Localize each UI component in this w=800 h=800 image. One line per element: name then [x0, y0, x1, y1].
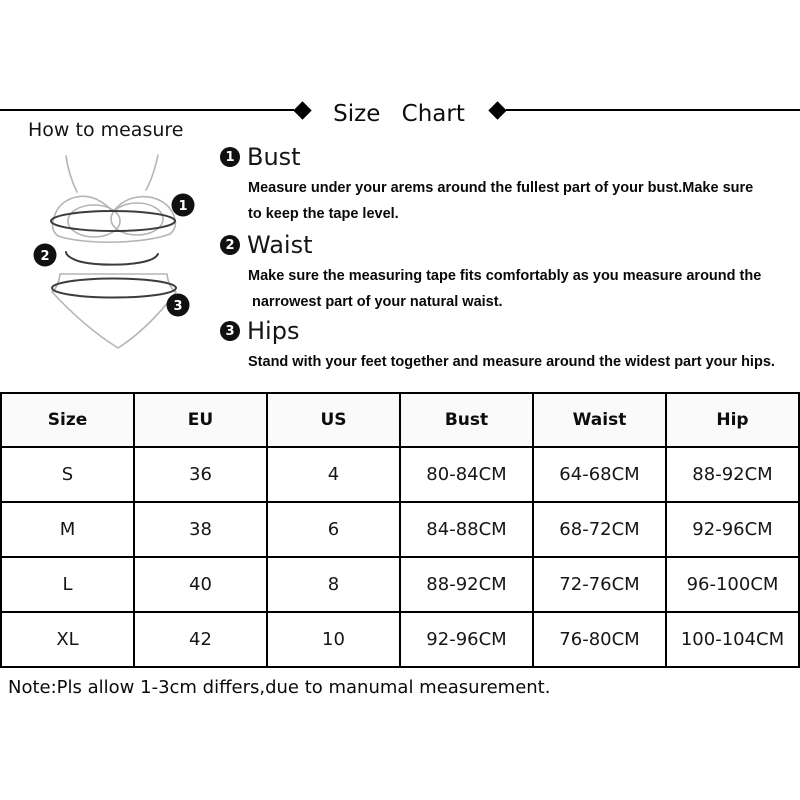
column-header-hip: Hip: [666, 393, 799, 447]
marker-3-number: 3: [173, 299, 183, 314]
cell-hip: 92-96CM: [666, 502, 799, 557]
measurement-note: Note:Pls allow 1-3cm differs,due to manumal measurement.: [8, 677, 551, 698]
cell-bust: 88-92CM: [400, 557, 533, 612]
hips-description-line-1: Stand with your feet together and measure around the widest part your hips.: [248, 354, 775, 370]
cell-bust: 80-84CM: [400, 447, 533, 502]
cell-us: 10: [267, 612, 400, 667]
table-row-m: [1, 502, 799, 557]
cell-eu: 40: [134, 557, 267, 612]
waist-tape-line: [66, 252, 158, 265]
column-header-bust: Bust: [400, 393, 533, 447]
cell-size: XL: [1, 612, 134, 667]
table-row-l: [1, 557, 799, 612]
cell-waist: 76-80CM: [533, 612, 666, 667]
cell-eu: 38: [134, 502, 267, 557]
bust-number-badge: 1: [220, 147, 240, 167]
bust-label: Bust: [247, 143, 301, 171]
cell-eu: 36: [134, 447, 267, 502]
waist-description-line-2: narrowest part of your natural waist.: [252, 294, 503, 310]
section-bust-heading: [220, 143, 796, 171]
size-table: [0, 392, 800, 668]
diamond-icon-left: [293, 101, 311, 119]
cell-waist: 68-72CM: [533, 502, 666, 557]
cell-eu: 42: [134, 612, 267, 667]
column-header-waist: Waist: [533, 393, 666, 447]
section-hips-heading: [220, 317, 796, 345]
header-rule-right: [506, 109, 800, 111]
bust-description: [248, 175, 796, 227]
cell-hip: 100-104CM: [666, 612, 799, 667]
cell-size: S: [1, 447, 134, 502]
cell-waist: 64-68CM: [533, 447, 666, 502]
marker-1-number: 1: [178, 199, 188, 214]
column-header-eu: EU: [134, 393, 267, 447]
cell-hip: 96-100CM: [666, 557, 799, 612]
cell-waist: 72-76CM: [533, 557, 666, 612]
column-header-size: Size: [1, 393, 134, 447]
cell-size: M: [1, 502, 134, 557]
hips-description: [248, 349, 796, 375]
bust-description-line-2: to keep the tape level.: [248, 206, 399, 222]
marker-2-number: 2: [40, 249, 50, 264]
cell-bust: 92-96CM: [400, 612, 533, 667]
cell-hip: 88-92CM: [666, 447, 799, 502]
waist-description: [248, 263, 796, 315]
column-header-us: US: [267, 393, 400, 447]
cell-us: 8: [267, 557, 400, 612]
section-bust: [220, 143, 796, 227]
waist-number-badge: 2: [220, 235, 240, 255]
cell-us: 6: [267, 502, 400, 557]
cell-size: L: [1, 557, 134, 612]
bikini-measurement-diagram: [30, 142, 230, 360]
bikini-bottom-outline: [52, 274, 176, 348]
cell-bust: 84-88CM: [400, 502, 533, 557]
how-to-measure-title: How to measure: [28, 119, 184, 141]
section-waist: [220, 231, 796, 315]
waist-label: Waist: [247, 231, 313, 259]
size-table-header-row: [1, 393, 799, 447]
hips-label: Hips: [247, 317, 300, 345]
table-row-xl: [1, 612, 799, 667]
bust-description-line-1: Measure under your arems around the fullest part of your bust.Make sure: [248, 180, 754, 196]
page-title: Size Chart: [333, 100, 465, 127]
header-rule-left: [0, 109, 294, 111]
waist-description-line-1: Make sure the measuring tape fits comfortably as you measure around the: [248, 268, 762, 284]
cell-us: 4: [267, 447, 400, 502]
hips-number-badge: 3: [220, 321, 240, 341]
section-hips: [220, 317, 796, 375]
section-waist-heading: [220, 231, 796, 259]
table-row-s: [1, 447, 799, 502]
diamond-icon-right: [488, 101, 506, 119]
